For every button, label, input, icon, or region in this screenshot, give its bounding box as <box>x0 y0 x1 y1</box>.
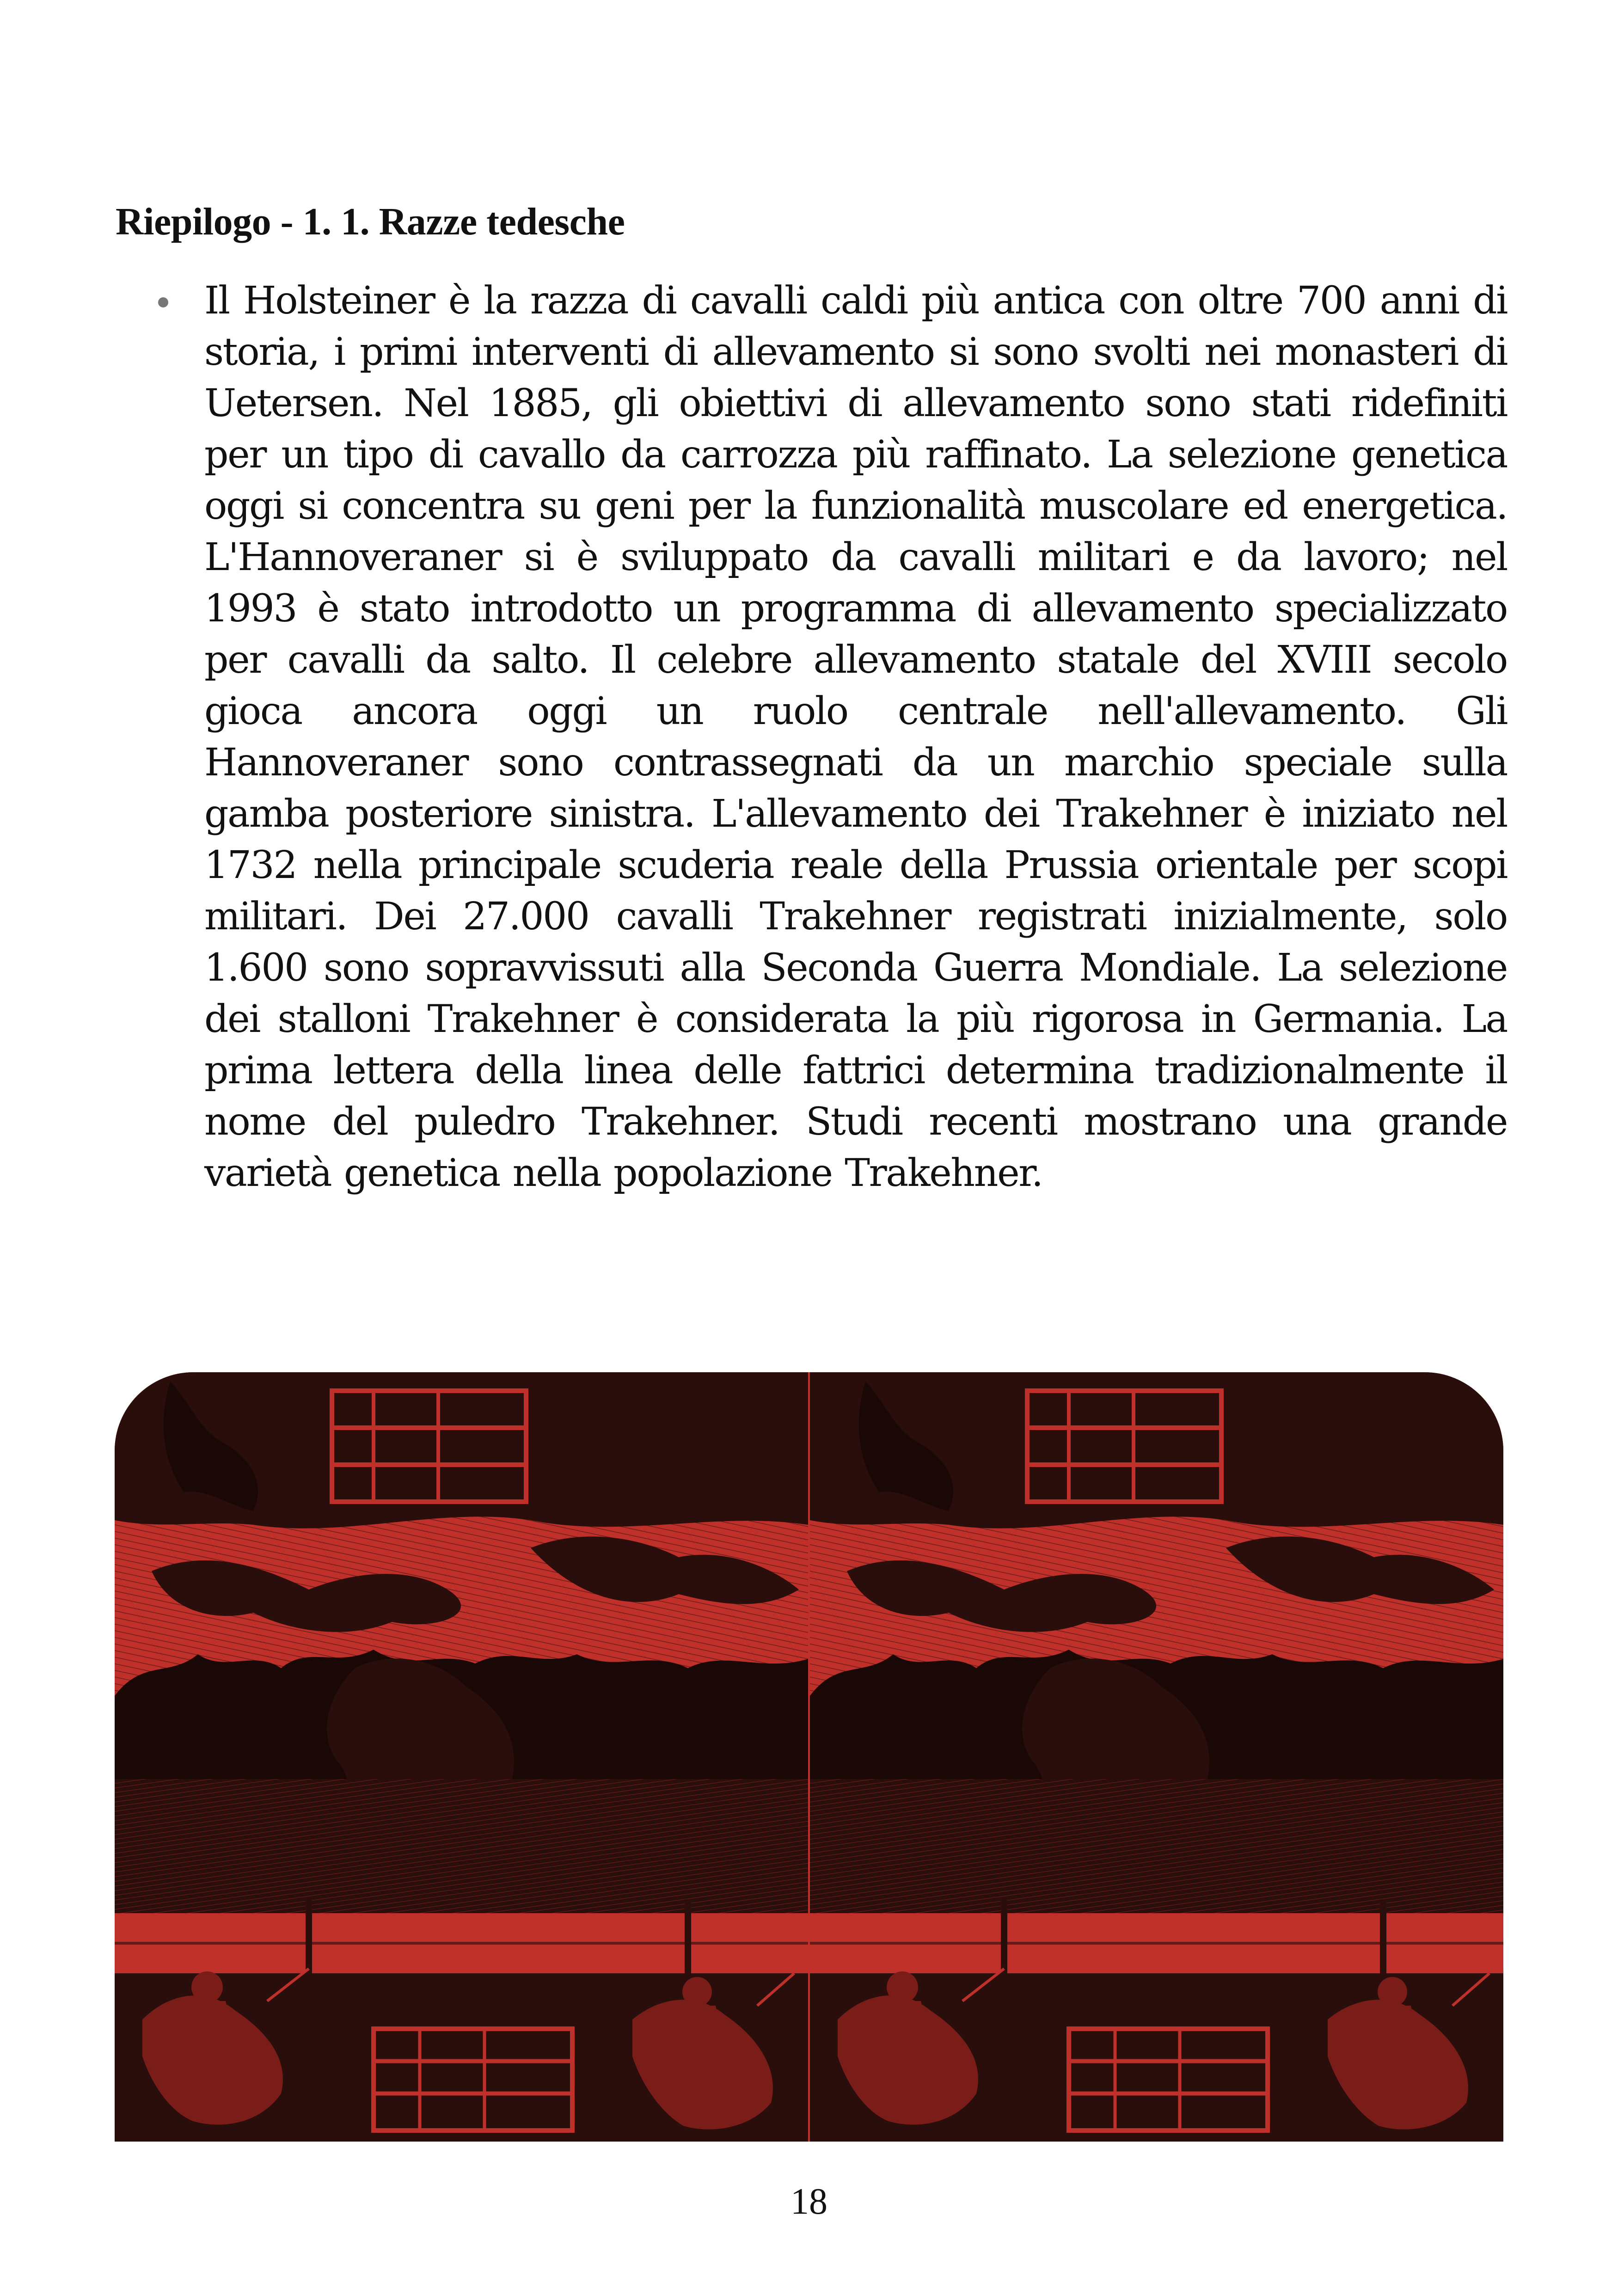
horse-jumping-illustration <box>115 1372 1503 2142</box>
bullet-item <box>153 275 1507 1199</box>
section-heading: Riepilogo - 1. 1. Razze tedesche <box>116 200 625 243</box>
page-number: 18 <box>791 2181 827 2222</box>
summary-bullet-list <box>153 275 1507 1199</box>
bullet-text: Il Holsteiner è la razza di cavalli caldi più antica con oltre 700 anni di storia, i primi interventi di allevamento si sono svolti nei monasteri di Uetersen. Nel 1885, gli obiettivi di allevamento sono stati ridefiniti per un tipo di cavallo da carrozza più raffinato. La selezione genetica oggi si concentra su geni per la funzionalità muscolare ed energetica. L'Hannoveraner si è sviluppato da cavalli militari e da lavoro; nel 1993 è stato introdotto un programma di allevamento specializzato per cavalli da salto. Il celebre allevamento statale del XVIII secolo gioca ancora oggi un ruolo centrale nell'allevamento. Gli Hannoveraner sono contrassegnati da un marchio speciale sulla gamba posteriore sinistra. L'allevamento dei Trakehner è iniziato nel 1732 nella principale scuderia reale della Prussia orientale per scopi militari. Dei 27.000 cavalli Trakehner registrati inizialmente, solo 1.600 sono sopravvissuti alla Seconda Guerra Mondiale. La selezione dei stalloni Trakehner è considerata la più rigorosa in Germania. La prima lettera della linea delle fattrici determina tradizionalmente il nome del puledro Trakehner. Studi recenti mostrano una grande varietà genetica nella popolazione Trakehner. <box>204 279 1507 1195</box>
illustration-graphic <box>115 1372 1503 2142</box>
bullet-icon <box>158 297 168 307</box>
